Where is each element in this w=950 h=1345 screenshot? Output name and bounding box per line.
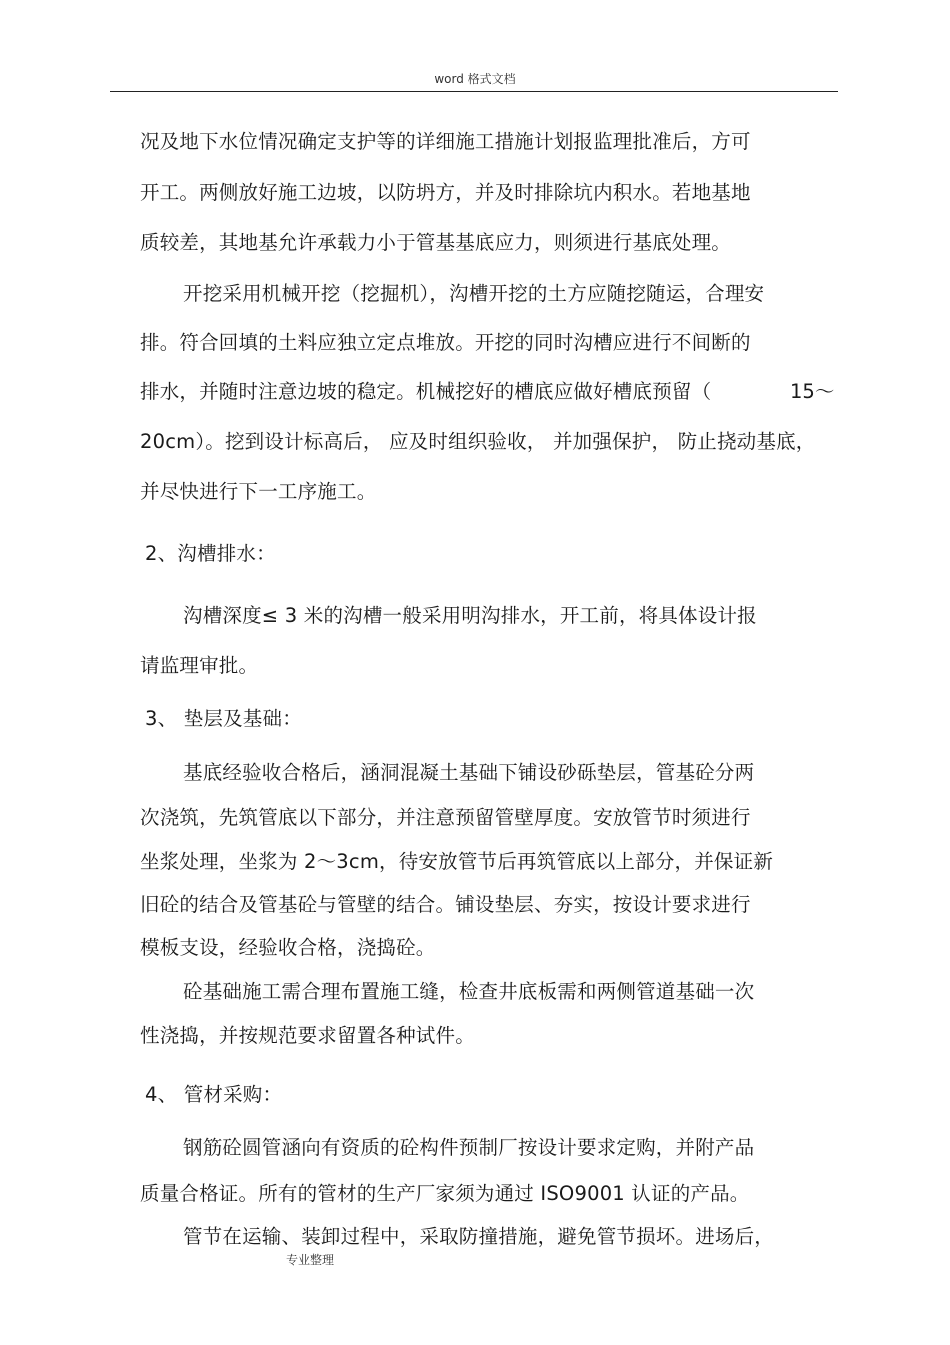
paragraph-line-end: 15～ <box>790 380 835 403</box>
paragraph-line: 开挖采用机械开挖（挖掘机），沟槽开挖的土方应随挖随运，合理安 <box>183 282 765 305</box>
paragraph-line: 砼基础施工需合理布置施工缝，检查井底板需和两侧管道基础一次 <box>183 980 755 1003</box>
paragraph-line: 开工。两侧放好施工边坡，以防坍方，并及时排除坑内积水。若地基地 <box>140 181 751 204</box>
paragraph-line: 模板支设，经验收合格，浇捣砼。 <box>140 936 436 959</box>
page-footer: 专业整理 <box>286 1253 335 1267</box>
paragraph-line: 请监理审批。 <box>140 654 259 677</box>
paragraph-line: 20cm）。挖到设计标高后， 应及时组织验收， 并加强保护， 防止挠动基底， <box>140 430 816 453</box>
paragraph-line: 并尽快进行下一工序施工。 <box>140 480 377 503</box>
paragraph-line: 性浇捣，并按规范要求留置各种试件。 <box>140 1024 475 1047</box>
header-divider <box>110 91 838 92</box>
section-heading: 2、沟槽排水： <box>145 542 276 565</box>
paragraph-line: 质量合格证。所有的管材的生产厂家须为通过 ISO9001 认证的产品。 <box>140 1182 750 1205</box>
section-heading: 4、 管材采购： <box>145 1083 283 1106</box>
paragraph-line: 次浇筑，先筑管底以下部分，并注意预留管壁厚度。安放管节时须进行 <box>140 806 751 829</box>
page-header: word 格式文档 <box>434 72 516 86</box>
section-heading: 3、 垫层及基础： <box>145 707 302 730</box>
paragraph-line: 旧砼的结合及管基砼与管壁的结合。铺设垫层、夯实，按设计要求进行 <box>140 893 751 916</box>
paragraph-line: 况及地下水位情况确定支护等的详细施工措施计划报监理批准后，方可 <box>140 130 751 153</box>
paragraph-line: 管节在运输、装卸过程中，采取防撞措施，避免管节损坏。进场后， <box>183 1225 775 1248</box>
paragraph-line: 基底经验收合格后，涵洞混凝土基础下铺设砂砾垫层，管基砼分两 <box>183 761 755 784</box>
paragraph-line: 沟槽深度≤ 3 米的沟槽一般采用明沟排水，开工前，将具体设计报 <box>183 604 757 627</box>
paragraph-line: 钢筋砼圆管涵向有资质的砼构件预制厂按设计要求定购，并附产品 <box>183 1136 755 1159</box>
paragraph-line: 排。符合回填的土料应独立定点堆放。开挖的同时沟槽应进行不间断的 <box>140 331 751 354</box>
paragraph-line: 坐浆处理，坐浆为 2～3cm，待安放管节后再筑管底以上部分，并保证新 <box>140 850 774 873</box>
paragraph-line: 排水，并随时注意边坡的稳定。机械挖好的槽底应做好槽底预留（ <box>140 380 712 403</box>
paragraph-line: 质较差，其地基允许承载力小于管基基底应力，则须进行基底处理。 <box>140 231 732 254</box>
